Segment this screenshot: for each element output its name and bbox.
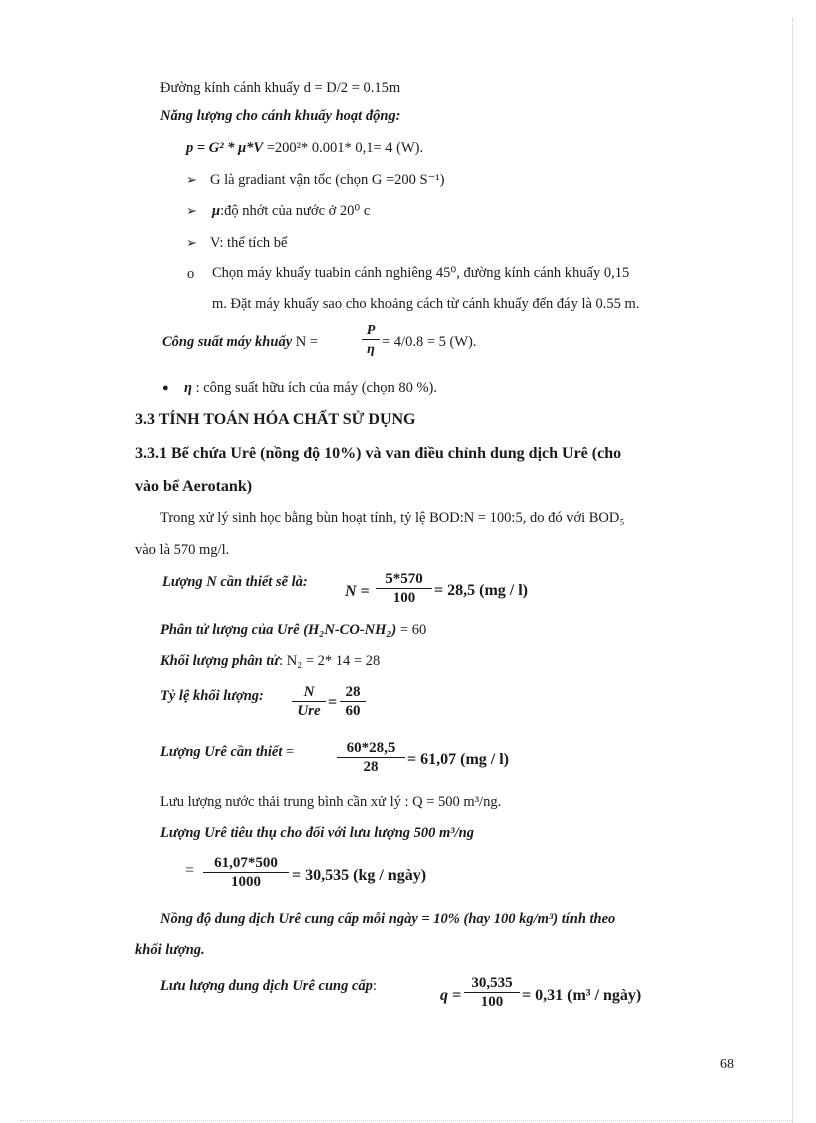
eta-symbol: η <box>184 380 192 396</box>
fraction-consumption <box>203 855 289 892</box>
formula-label: Tỷ lệ khối lượng: <box>160 688 264 704</box>
bullet-item: G là gradiant vận tốc (chọn G =200 S⁻¹) <box>210 172 445 188</box>
text-line: Nồng độ dung dịch Urê cung cấp mỗi ngày = 10% (hay 100 kg/m³) tính theo <box>160 911 616 927</box>
formula-eq: = <box>185 862 195 879</box>
page-right-border <box>792 18 793 1123</box>
fraction-numerator: 28 <box>340 684 366 702</box>
fraction-denominator: η <box>367 342 375 357</box>
formula-rhs: = 30,535 (kg / ngày) <box>292 867 427 884</box>
formula-label: Lưu lượng dung dịch Urê cung cấp <box>160 978 373 994</box>
formula-value: = 60 <box>396 622 427 638</box>
text-line <box>160 620 426 640</box>
fraction-denominator: 60 <box>345 703 361 719</box>
formula-line <box>186 138 423 158</box>
formula-line <box>162 332 318 352</box>
bullet-item <box>184 378 437 398</box>
text-line: khối lượng. <box>135 942 205 958</box>
subsection-heading: 3.3.1 Bể chứa Urê (nồng độ 10%) và van điều chỉnh dung dịch Urê (cho <box>135 445 622 462</box>
fraction-flow <box>464 975 520 1012</box>
bullet-text: : công suất hữu ích của máy (chọn 80 %). <box>191 380 437 396</box>
section-label: Năng lượng cho cánh khuấy hoạt động: <box>160 108 401 124</box>
arrow-bullet-icon: ➢ <box>186 172 197 187</box>
formula-value: : N₂ = 2* 14 = 28 <box>279 653 381 669</box>
fraction-n-ure <box>292 684 326 721</box>
arrow-bullet-icon: ➢ <box>186 203 197 218</box>
formula-value: = 4/0.8 = 5 (W). <box>382 334 477 350</box>
section-heading: 3.3 TÍNH TOÁN HÓA CHẤT SỬ DỤNG <box>135 411 416 428</box>
fraction-ratio <box>340 684 366 721</box>
bullet-item: V: thể tích bể <box>210 235 288 251</box>
fraction-numerator: N <box>292 684 326 702</box>
fraction-numerator: 61,07*500 <box>203 855 289 873</box>
circle-bullet-icon: o <box>187 266 195 282</box>
fraction-numerator: 5*570 <box>376 571 432 589</box>
fraction-numerator: 60*28,5 <box>337 740 405 758</box>
formula-value: =200²* 0.001* 0,1= 4 (W). <box>263 140 424 156</box>
fraction-numerator: 30,535 <box>464 975 520 993</box>
page-number: 68 <box>720 1057 734 1072</box>
fraction-denominator: 1000 <box>231 874 261 890</box>
formula-label: Lượng Urê cần thiết <box>160 744 283 760</box>
text-line: Chọn máy khuấy tuabin cánh nghiêng 45⁰, đường kính cánh khuấy 0,15 <box>212 265 630 281</box>
formula-eq: = <box>328 694 338 711</box>
text-line: m. Đặt máy khuấy sao cho khoảng cách từ cánh khuấy đến đáy là 0.55 m. <box>212 296 640 312</box>
fraction-urea <box>337 740 405 777</box>
formula-label: Khối lượng phân tử <box>160 653 280 669</box>
text-line: Đường kính cánh khuấy d = D/2 = 0.15m <box>160 80 401 96</box>
mu-symbol: μ <box>212 203 221 219</box>
formula-rhs: = 0,31 (m³ / ngày) <box>522 987 642 1004</box>
page-bottom-border <box>20 1120 792 1121</box>
formula-eq: = <box>282 744 295 760</box>
formula-colon: : <box>372 978 377 994</box>
formula-label: Lượng N cần thiết sẽ là: <box>162 574 308 590</box>
fraction-denominator: 28 <box>363 759 379 775</box>
fraction-n <box>376 571 432 608</box>
subsection-heading: vào bể Aerotank) <box>135 478 253 495</box>
text-line: Trong xử lý sinh học bằng bùn hoạt tính, tỷ lệ BOD:N = 100:5, do đó với BOD₅ <box>160 510 625 526</box>
formula-line <box>160 742 294 762</box>
formula-rhs: = 28,5 (mg / l) <box>434 582 528 599</box>
text-line: Lượng Urê tiêu thụ cho đối với lưu lượng 500 m³/ng <box>160 825 474 841</box>
fraction-denominator: 100 <box>392 590 416 606</box>
formula-lhs: q = <box>440 987 462 1004</box>
text-line <box>160 651 380 671</box>
text-line: Lưu lượng nước thải trung bình cần xử lý : Q = 500 m³/ng. <box>160 794 502 810</box>
power-formula: p = G² * μ*V <box>186 140 264 156</box>
formula-rhs: = 61,07 (mg / l) <box>407 751 509 768</box>
formula-n: N = <box>292 334 319 350</box>
fraction-p-eta <box>362 322 380 359</box>
formula-label: Công suất máy khuấy <box>162 334 293 350</box>
fraction-denominator: Ure <box>297 703 321 719</box>
formula-label: Phân tử lượng của Urê (H₂N-CO-NH₂) <box>160 622 397 638</box>
formula-lhs: N = <box>345 583 370 600</box>
dot-bullet-icon: ● <box>162 382 169 394</box>
bullet-text: :độ nhớt của nước ở 20⁰ c <box>220 203 371 219</box>
formula-line <box>160 976 377 996</box>
fraction-numerator: P <box>362 322 380 340</box>
fraction-denominator: 100 <box>480 994 504 1010</box>
text-line: vào là 570 mg/l. <box>135 542 230 558</box>
bullet-item <box>212 201 370 221</box>
arrow-bullet-icon: ➢ <box>186 235 197 250</box>
